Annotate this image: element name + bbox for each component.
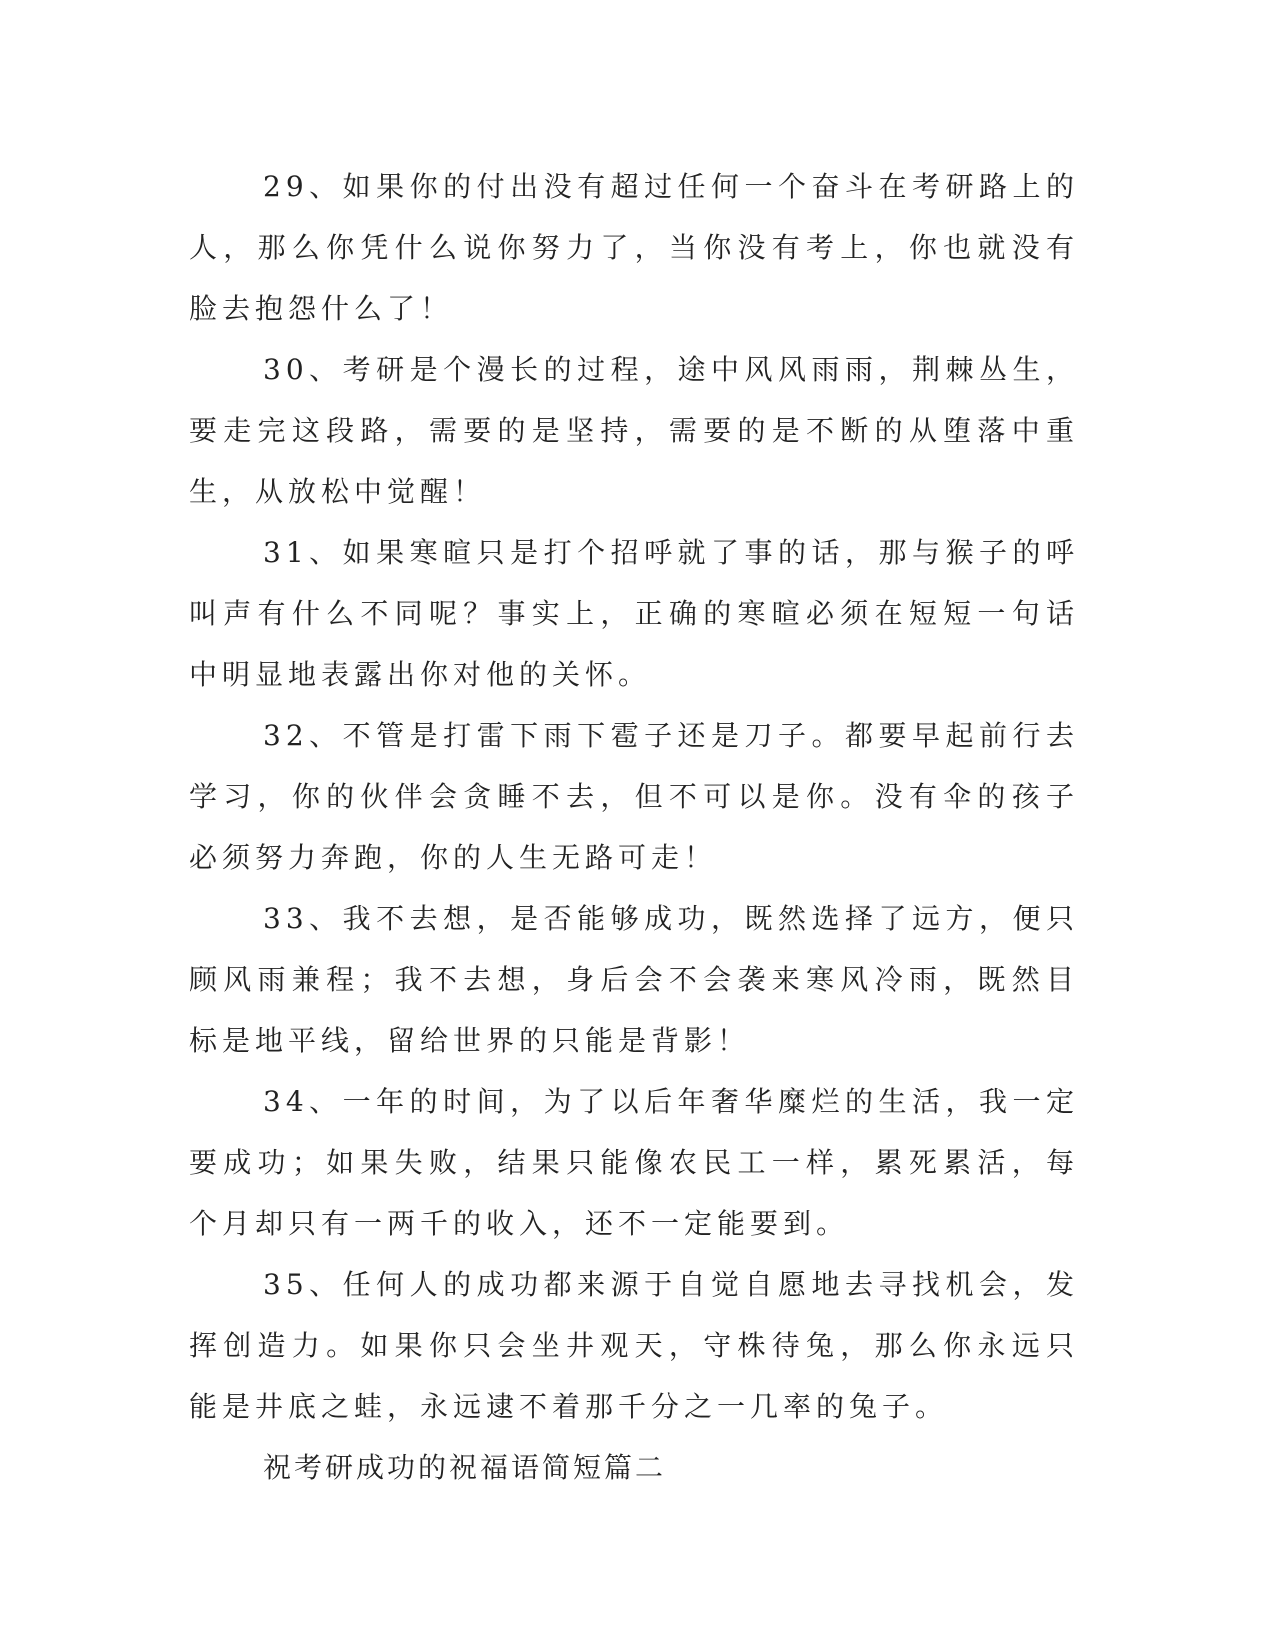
paragraph-35: 35、任何人的成功都来源于自觉自愿地去寻找机会，发挥创造力。如果你只会坐井观天，守株待兔，那么你永远只能是井底之蛙，永远逮不着那千分之一几率的兔子。 (189, 1268, 1079, 1423)
paragraph-31: 31、如果寒暄只是打个招呼就了事的话，那与猴子的呼叫声有什么不同呢？事实上，正确的寒暄必须在短短一句话中明显地表露出你对他的关怀。 (189, 536, 1079, 691)
paragraph-30: 30、考研是个漫长的过程，途中风风雨雨，荆棘丛生，要走完这段路，需要的是坚持，需要的是不断的从堕落中重生，从放松中觉醒！ (189, 353, 1079, 508)
paragraph-32: 32、不管是打雷下雨下雹子还是刀子。都要早起前行去学习，你的伙伴会贪睡不去，但不可以是你。没有伞的孩子必须努力奔跑，你的人生无路可走！ (189, 719, 1079, 874)
paragraph-29: 29、如果你的付出没有超过任何一个奋斗在考研路上的人，那么你凭什么说你努力了，当你没有考上，你也就没有脸去抱怨什么了！ (189, 170, 1079, 325)
paragraph-33: 33、我不去想，是否能够成功，既然选择了远方，便只顾风雨兼程；我不去想，身后会不会袭来寒风冷雨，既然目标是地平线，留给世界的只能是背影！ (189, 902, 1079, 1057)
paragraph-34: 34、一年的时间，为了以后年奢华糜烂的生活，我一定要成功；如果失败，结果只能像农民工一样，累死累活，每个月却只有一两千的收入，还不一定能要到。 (189, 1085, 1079, 1240)
section-heading: 祝考研成功的祝福语简短篇二 (263, 1451, 667, 1484)
document-body (189, 156, 1079, 1498)
